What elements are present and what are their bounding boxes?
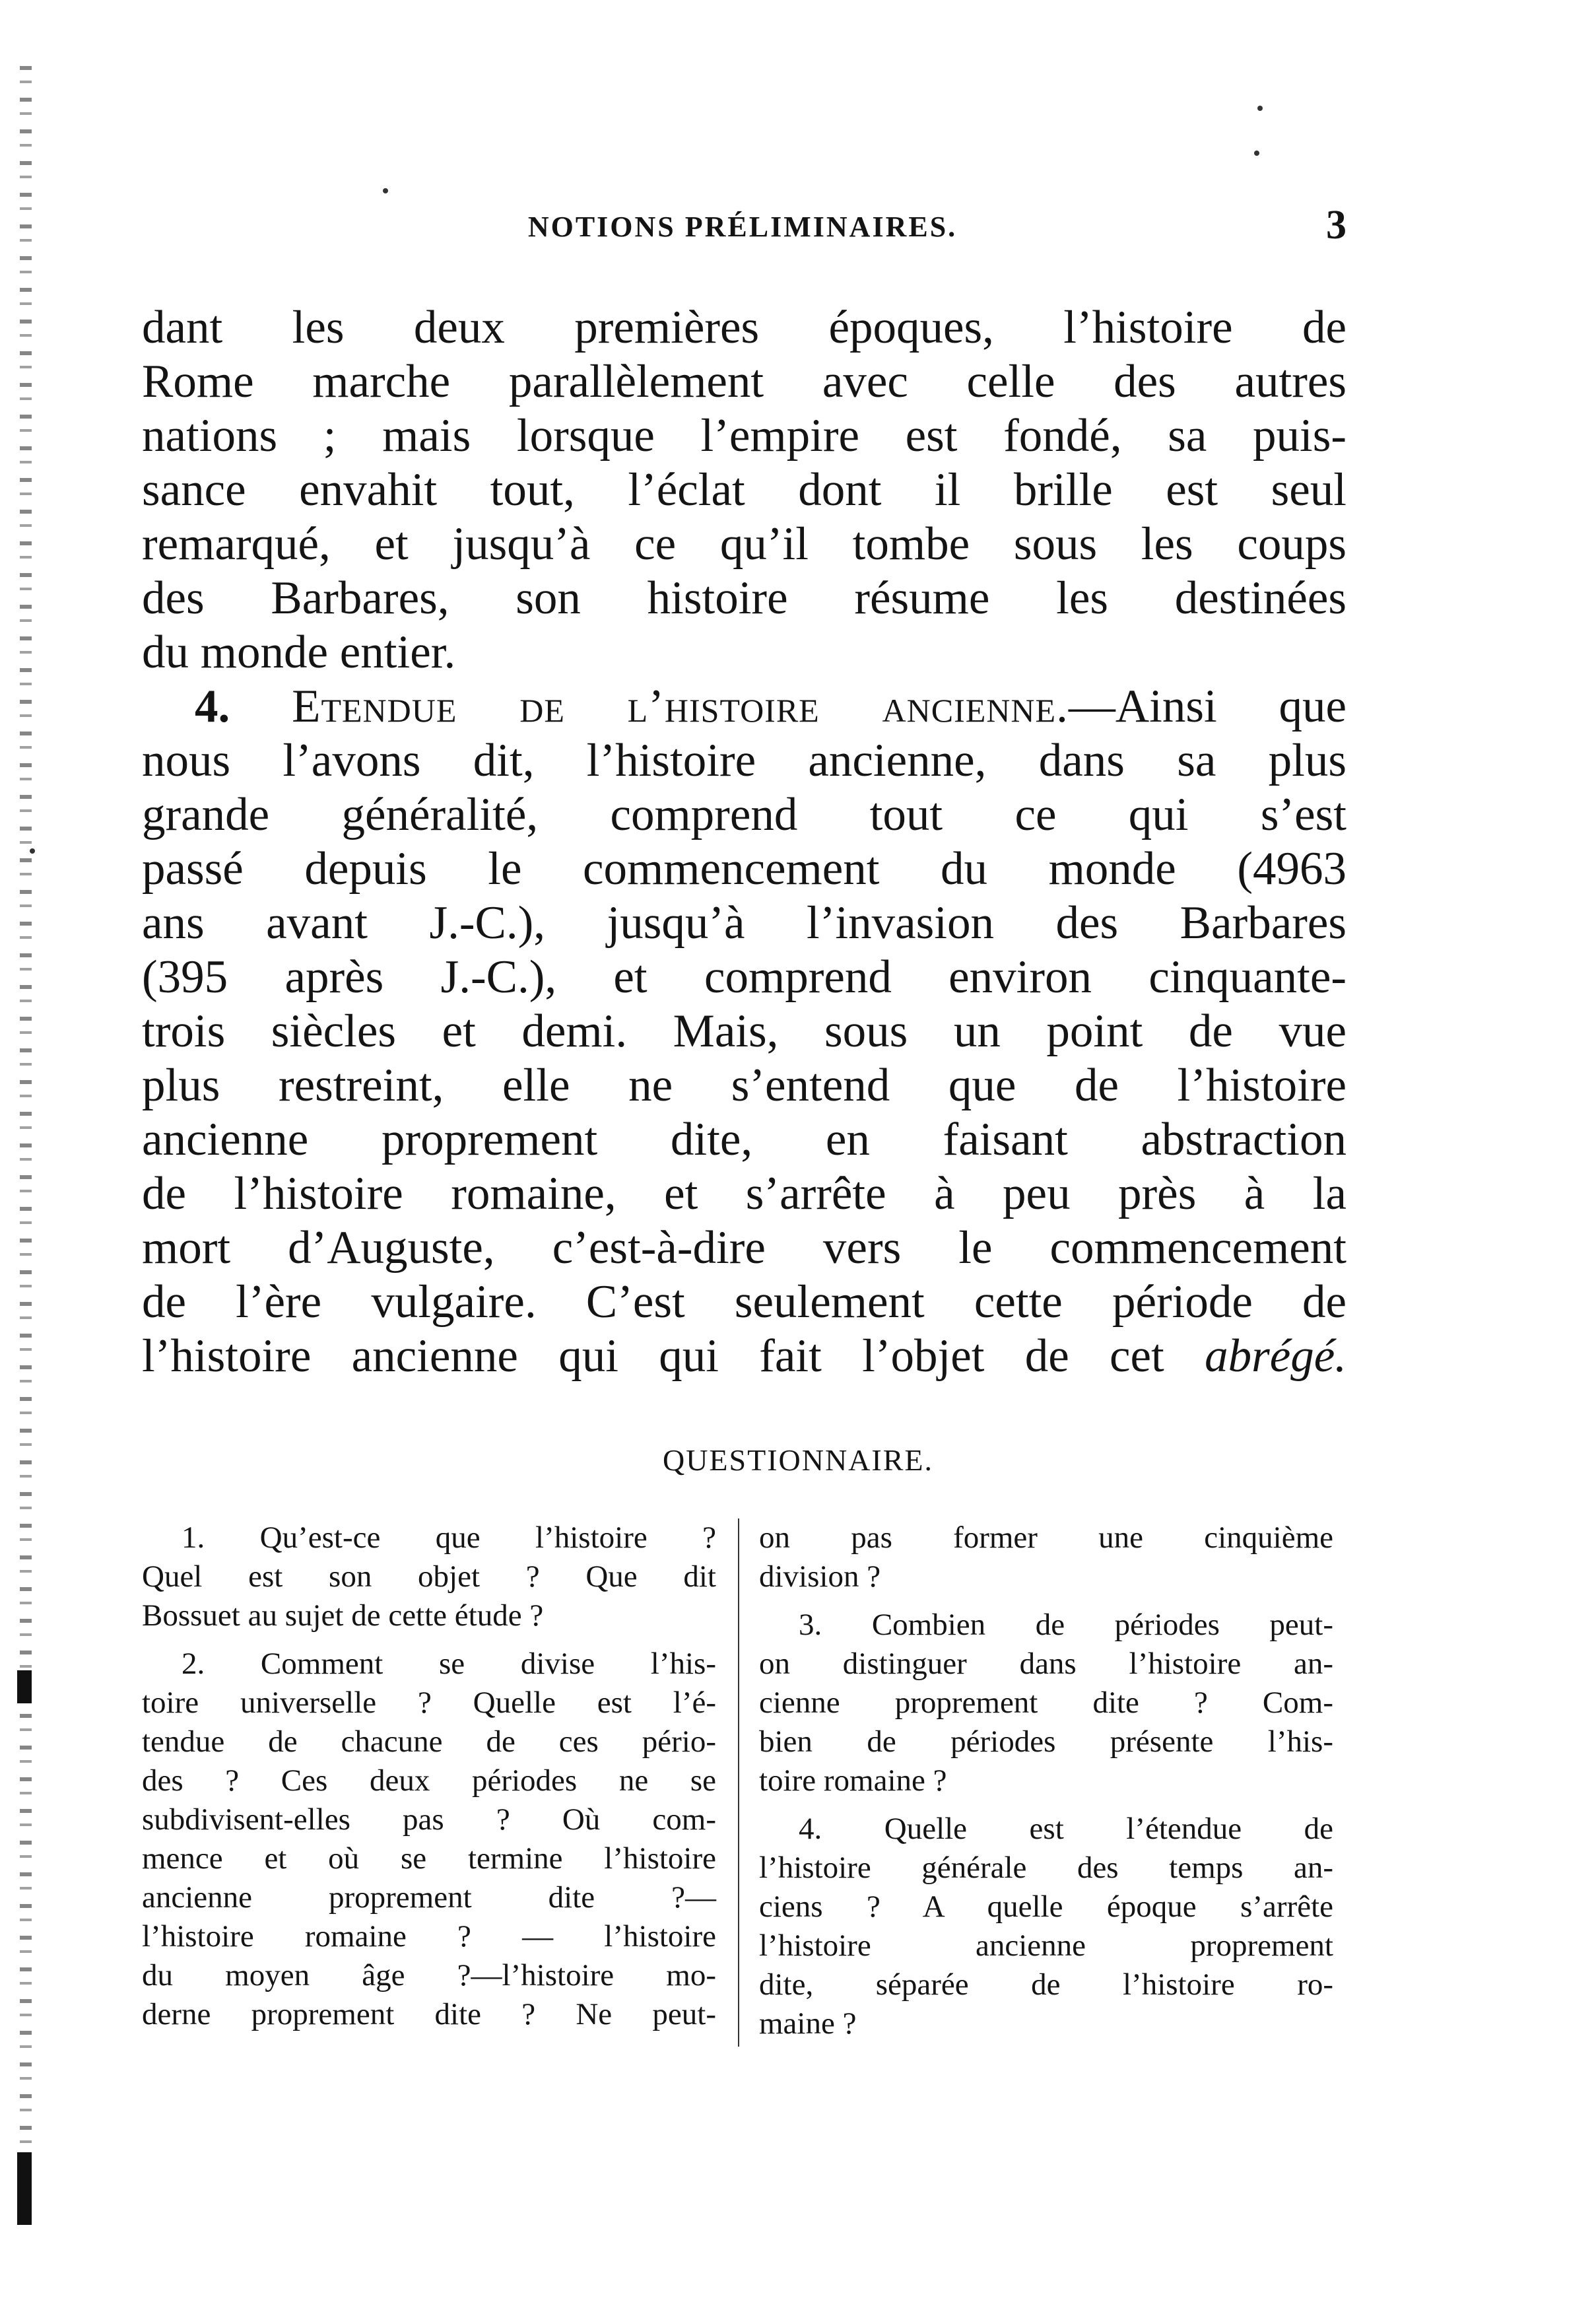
question-1	[142, 1518, 716, 1635]
question-line: 2. Comment se divise l’his-	[182, 1647, 716, 1681]
question-line: 1. Qu’est-ce que l’histoire ?	[182, 1520, 716, 1555]
text-line: du monde entier.	[142, 627, 456, 678]
text-line: plus restreint, elle ne s’entend que de l’histoire	[142, 1060, 1347, 1111]
scan-speck	[30, 848, 35, 854]
question-line: Bossuet au sujet de cette étude ?	[142, 1598, 544, 1633]
text-line: remarqué, et jusqu’à ce qu’il tombe sous les coups	[142, 518, 1347, 570]
text-line: dant les deux premières époques, l’histoire de	[142, 302, 1347, 353]
question-line: Quel est son objet ? Que dit	[142, 1559, 716, 1594]
scan-edge-artifact	[20, 66, 32, 2218]
text-line: ancienne proprement dite, en faisant abstraction	[142, 1114, 1347, 1165]
question-line: l’histoire romaine ? — l’histoire	[142, 1919, 716, 1954]
section-number: 4.	[195, 681, 230, 732]
section-heading-continuation: —Ainsi que	[1068, 681, 1347, 732]
last-line-text: l’histoire ancienne qui qui fait l’objet de cet	[142, 1330, 1164, 1382]
question-line: dite, séparée de l’histoire ro-	[759, 1967, 1333, 2002]
questionnaire	[142, 1518, 1347, 2047]
text-line: de l’ère vulgaire. C’est seulement cette période de	[142, 1276, 1347, 1328]
text-line: de l’histoire romaine, et s’arrête à peu près à la	[142, 1168, 1347, 1219]
question-line: mence et où se termine l’histoire	[142, 1841, 716, 1876]
question-line: on distinguer dans l’histoire an-	[759, 1647, 1333, 1681]
italic-word: abrégé.	[1205, 1330, 1347, 1382]
text-line: Rome marche parallèlement avec celle des autres	[142, 356, 1347, 407]
section-heading-line	[142, 679, 1347, 733]
scan-edge-blot	[17, 1670, 32, 1703]
question-line: 4. Quelle est l’étendue de	[799, 1812, 1333, 1846]
main-text	[142, 300, 1347, 1383]
question-3	[759, 1606, 1333, 1800]
text-line: nations ; mais lorsque l’empire est fondé, sa puis-	[142, 410, 1347, 461]
running-head: NOTIONS PRÉLIMINAIRES.	[527, 211, 958, 243]
scan-speck	[1254, 151, 1259, 156]
text-line: passé depuis le commencement du monde (4963	[142, 843, 1347, 895]
question-line: cienne proprement dite ? Com-	[759, 1686, 1333, 1720]
page-header	[139, 203, 1347, 263]
question-line: maine ?	[759, 2006, 857, 2041]
question-2-continued	[759, 1518, 1333, 1596]
question-line: bien de périodes présente l’his-	[759, 1724, 1333, 1759]
question-line: du moyen âge ?—l’histoire mo-	[142, 1958, 716, 1992]
scan-speck	[1257, 106, 1263, 111]
text-line: sance envahit tout, l’éclat dont il brille est seul	[142, 464, 1347, 516]
text-line: (395 après J.-C.), et comprend environ cinquante-	[142, 951, 1347, 1003]
question-4	[759, 1810, 1333, 2043]
question-line: tendue de chacune de ces pério-	[142, 1724, 716, 1759]
question-line: l’histoire ancienne proprement	[759, 1928, 1333, 1963]
text-line: des Barbares, son histoire résume les destinées	[142, 572, 1347, 624]
text-line: mort d’Auguste, c’est-à-dire vers le commencement	[142, 1222, 1347, 1274]
text-line: trois siècles et demi. Mais, sous un point de vue	[142, 1005, 1347, 1057]
question-line: toire universelle ? Quelle est l’é-	[142, 1686, 716, 1720]
column-divider	[738, 1518, 739, 2047]
scan-speck	[383, 188, 388, 193]
question-line: subdivisent-elles pas ? Où com-	[142, 1802, 716, 1837]
question-line: division ?	[759, 1559, 881, 1594]
question-2	[142, 1645, 716, 2034]
question-line: l’histoire générale des temps an-	[759, 1851, 1333, 1885]
questionnaire-heading: QUESTIONNAIRE.	[662, 1443, 933, 1477]
scan-edge-blot	[17, 2152, 32, 2225]
question-line: derne proprement dite ? Ne peut-	[142, 1997, 716, 2031]
question-line: toire romaine ?	[759, 1763, 947, 1798]
questionnaire-right-column	[759, 1518, 1333, 2053]
question-line: 3. Combien de périodes peut-	[799, 1608, 1333, 1642]
text-line-last	[142, 1329, 1347, 1383]
text-line: nous l’avons dit, l’histoire ancienne, dans sa plus	[142, 735, 1347, 786]
text-line: grande généralité, comprend tout ce qui s’est	[142, 789, 1347, 840]
questionnaire-left-column	[142, 1518, 716, 2043]
section-heading: Etendue de l’histoire ancienne.	[292, 681, 1069, 732]
page-number: 3	[1326, 203, 1347, 248]
text-line: ans avant J.-C.), jusqu’à l’invasion des Barbares	[142, 897, 1347, 949]
question-line: des ? Ces deux périodes ne se	[142, 1763, 716, 1798]
question-line: ancienne proprement dite ?—	[142, 1880, 716, 1915]
question-line: ciens ? A quelle époque s’arrête	[759, 1890, 1333, 1924]
question-line: on pas former une cinquième	[759, 1520, 1333, 1555]
